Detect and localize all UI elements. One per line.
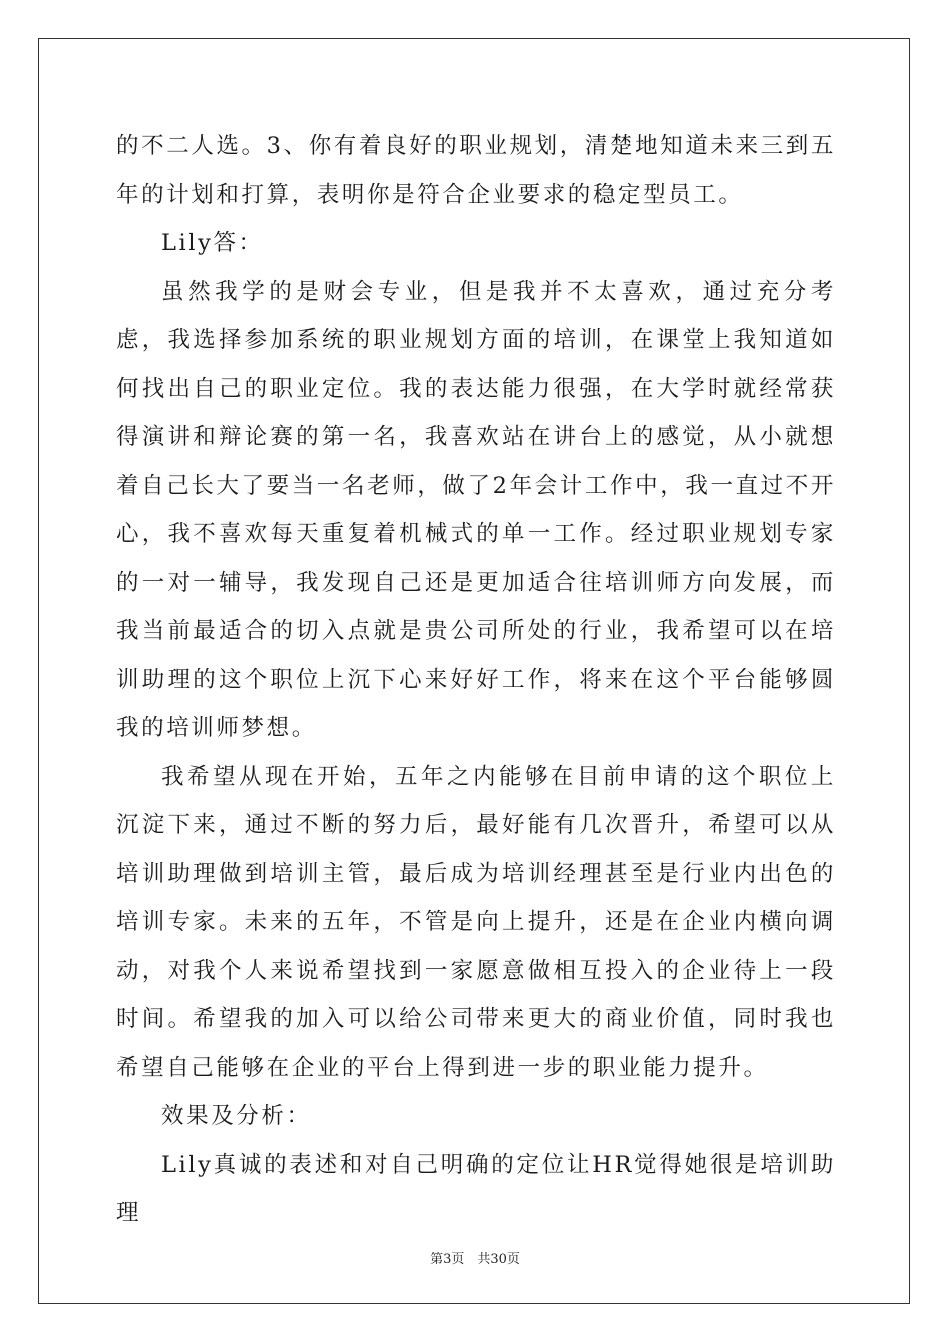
paragraph-answer-body-2: 我希望从现在开始，五年之内能够在目前申请的这个职位上沉淀下来，通过不断的努力后，最好能有几次晋升，希望可以从培训助理做到培训主管，最后成为培训经理甚至是行业内出色的培训专家。未来的五年，不管是向上提升，还是在企业内横向调动，对我个人来说希望找到一家愿意做相互投入的企业待上一段时间。希望我的加入可以给公司带来更大的商业价值，同时我也希望自己能够在企业的平台上得到进一步的职业能力提升。 (116, 763, 836, 1081)
document-body (116, 122, 836, 1238)
paragraph-lily-answer-heading: Lily答： (161, 230, 264, 256)
paragraph-continuation: 的不二人选。3、你有着良好的职业规划，清楚地知道未来三到五年的计划和打算，表明你是符合企业要求的稳定型员工。 (116, 133, 836, 208)
paragraph-answer-body-1: 虽然我学的是财会专业，但是我并不太喜欢，通过充分考虑，我选择参加系统的职业规划方面的培训，在课堂上我知道如何找出自己的职业定位。我的表达能力很强，在大学时就经常获得演讲和辩论赛的第一名，我喜欢站在讲台上的感觉，从小就想着自己长大了要当一名老师，做了2年会计工作中，我一直过不开心，我不喜欢每天重复着机械式的单一工作。经过职业规划专家的一对一辅导，我发现自己还是更加适合往培训师方向发展，而我当前最适合的切入点就是贵公司所处的行业，我希望可以在培训助理的这个职位上沉下心来好好工作，将来在这个平台能够圆我的培训师梦想。 (116, 278, 836, 741)
paragraph-effect-heading: 效果及分析： (161, 1103, 312, 1129)
paragraph-analysis-start: Lily真诚的表述和对自己明确的定位让HR觉得她很是培训助理 (116, 1151, 836, 1226)
page-number-footer: 第3页 共30页 (430, 1252, 520, 1267)
